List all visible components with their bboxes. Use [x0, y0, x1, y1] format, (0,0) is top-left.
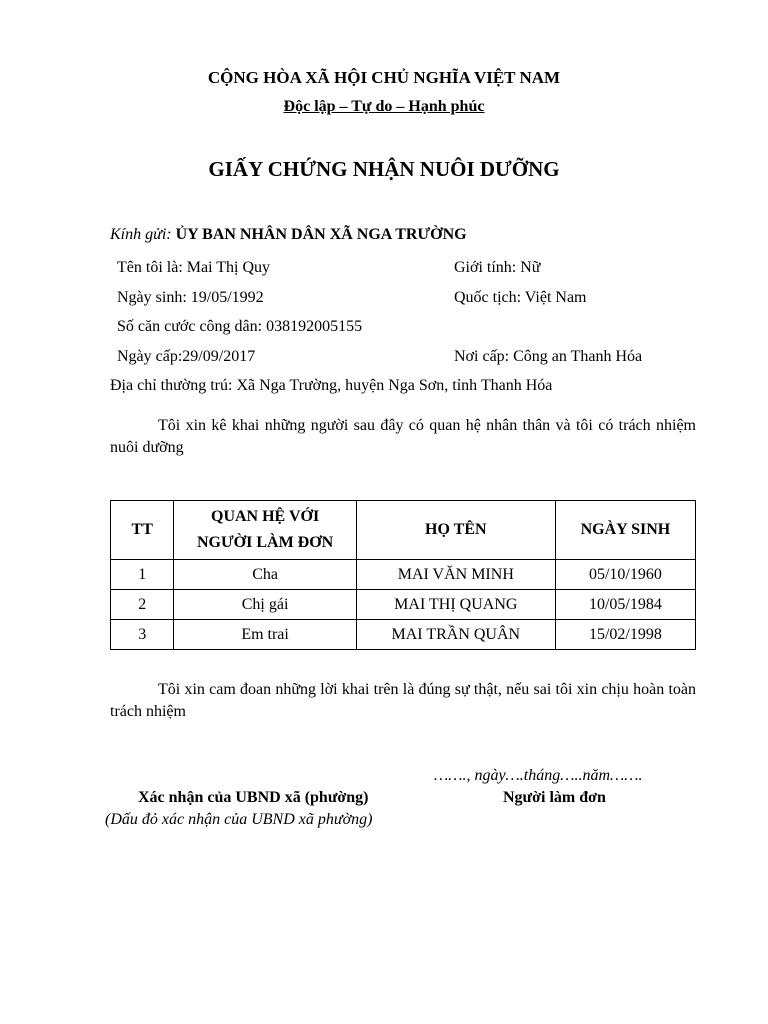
applicant-signature-title: Người làm đơn: [503, 789, 606, 806]
motto-heading: [0, 98, 768, 116]
confirmation-title: Xác nhận của UBND xã (phường): [138, 789, 369, 806]
commitment-text: Tôi xin cam đoan những lời khai trên là đúng sự thật, nếu sai tôi xin chịu hoàn toàn trách nhiệm: [110, 681, 696, 720]
table-row: [111, 560, 696, 590]
cell-name: MAI TRẦN QUÂN: [356, 620, 555, 650]
table-row: [111, 620, 696, 650]
applicant-address: Địa chỉ thường trú: Xã Nga Trường, huyện Nga Sơn, tỉnh Thanh Hóa: [110, 377, 553, 394]
declaration-intro: Tôi xin kê khai những người sau đây có quan hệ nhân thân và tôi có trách nhiệm nuôi dưỡng: [110, 417, 696, 456]
table-header-row: [111, 501, 696, 560]
cell-relation: Em trai: [174, 620, 356, 650]
cell-tt: 2: [111, 590, 174, 620]
cell-tt: 3: [111, 620, 174, 650]
applicant-issue-place: Nơi cấp: Công an Thanh Hóa: [454, 348, 643, 365]
recipient-name: ỦY BAN NHÂN DÂN XÃ NGA TRƯỜNG: [175, 226, 467, 243]
cell-dob: 15/02/1998: [555, 620, 695, 650]
applicant-id: Số căn cước công dân: 038192005155: [117, 318, 363, 335]
relations-table: [110, 500, 696, 650]
table-row: [111, 590, 696, 620]
applicant-nationality: Quốc tịch: Việt Nam: [454, 289, 587, 306]
cell-name: MAI VĂN MINH: [356, 560, 555, 590]
cell-tt: 1: [111, 560, 174, 590]
applicant-gender: Giới tính: Nữ: [454, 259, 541, 276]
recipient-label: Kính gửi:: [110, 226, 172, 243]
cell-relation: Chị gái: [174, 590, 356, 620]
applicant-name: Tên tôi là: Mai Thị Quy: [117, 259, 271, 276]
header-tt: TT: [111, 501, 174, 560]
header-name: HỌ TÊN: [356, 501, 555, 560]
cell-dob: 05/10/1960: [555, 560, 695, 590]
applicant-issue-date: Ngày cấp:29/09/2017: [117, 348, 256, 365]
applicant-dob: Ngày sinh: 19/05/1992: [117, 289, 264, 306]
cell-name: MAI THỊ QUANG: [356, 590, 555, 620]
header-relation-line2: NGƯỜI LÀM ĐƠN: [196, 534, 334, 551]
header-relation: [174, 501, 356, 560]
header-dob: NGÀY SINH: [555, 501, 695, 560]
cell-dob: 10/05/1984: [555, 590, 695, 620]
header-relation-line1: QUAN HỆ VỚI: [211, 508, 320, 525]
republic-heading: CỘNG HÒA XÃ HỘI CHỦ NGHĨA VIỆT NAM: [207, 68, 561, 87]
stamp-note: (Dấu đỏ xác nhận của UBND xã phường): [105, 811, 373, 828]
recipient-line: [110, 226, 467, 244]
document-title: GIẤY CHỨNG NHẬN NUÔI DƯỠNG: [208, 157, 560, 181]
signature-date-line: ……., ngày….tháng…..năm…….: [434, 767, 643, 784]
cell-relation: Cha: [174, 560, 356, 590]
motto-text: Độc lập – Tự do – Hạnh phúc: [283, 98, 485, 115]
